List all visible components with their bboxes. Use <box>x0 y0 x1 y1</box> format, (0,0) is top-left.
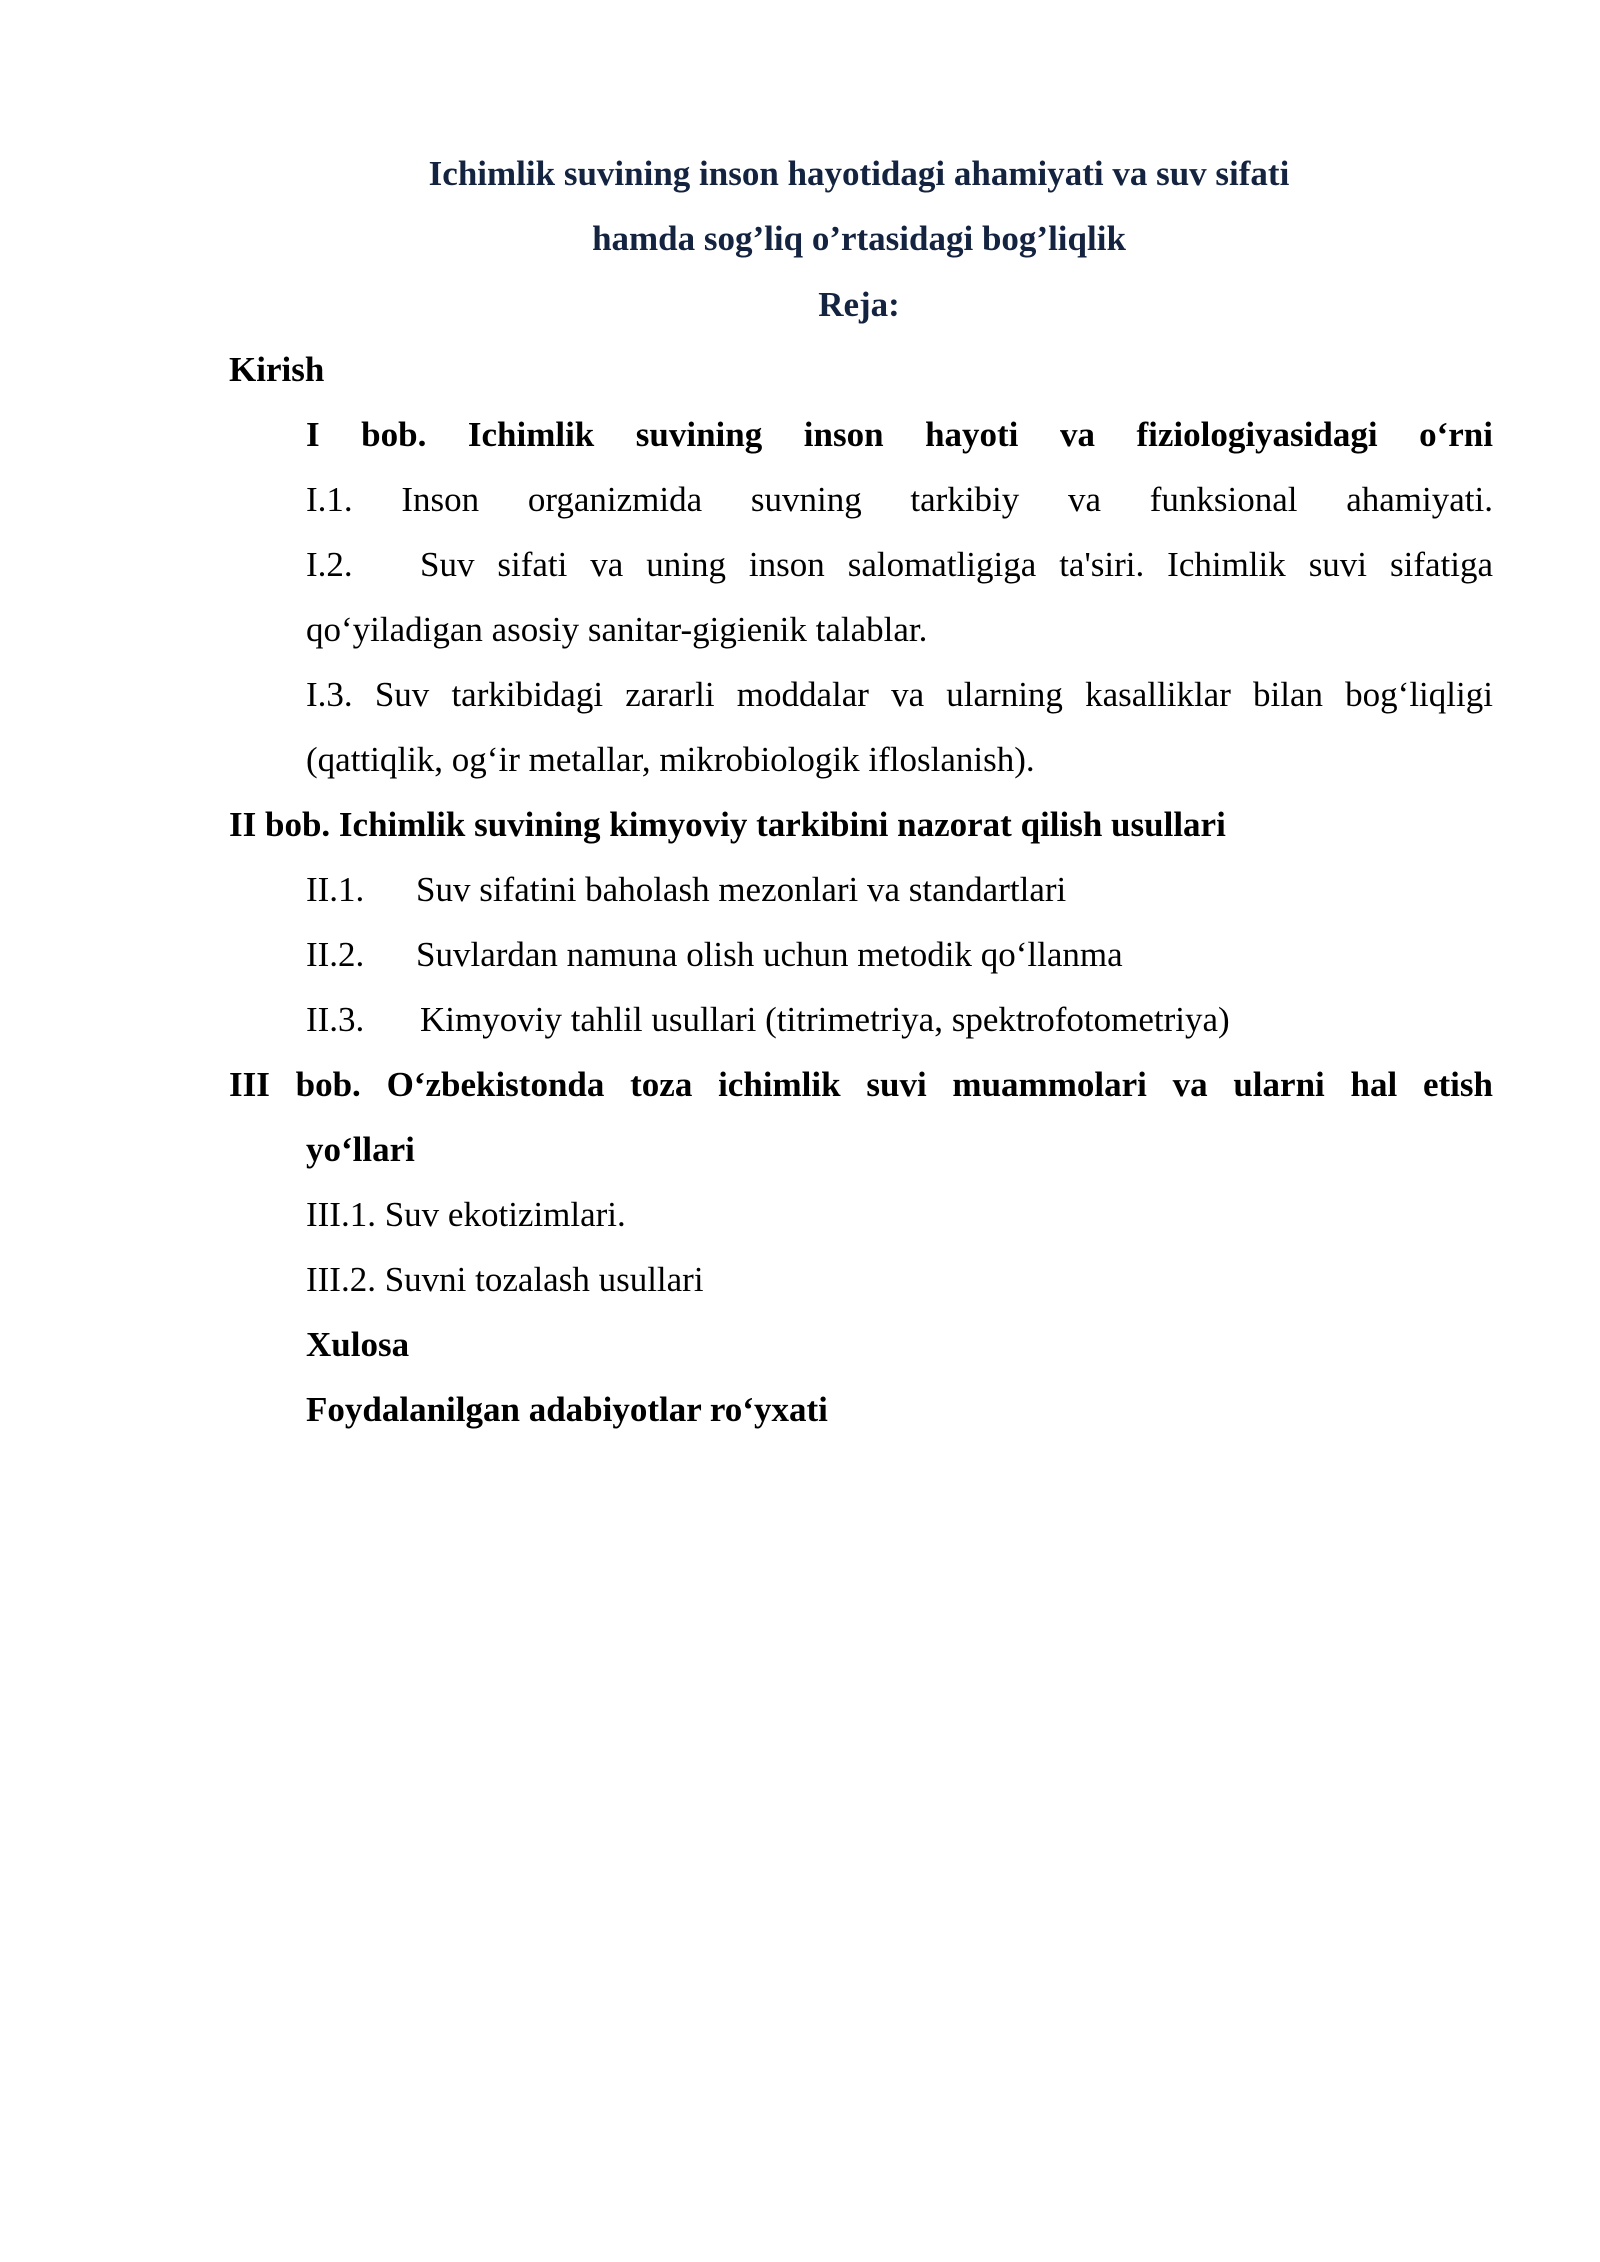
chapter-1-title <box>306 413 1493 457</box>
plan-heading: Reja: <box>818 285 900 324</box>
word: ichimlik <box>718 1065 841 1104</box>
section-2-1-text: Suv sifatini baholash mezonlari va standartlari <box>416 870 1067 909</box>
chapter-3-title-line-1 <box>229 1063 1493 1107</box>
word: Ichimlik <box>467 415 595 454</box>
word: Suv <box>374 675 430 714</box>
word: tarkibidagi <box>451 675 604 714</box>
word: bob. <box>361 415 427 454</box>
word: ahamiyati. <box>1346 480 1493 519</box>
word: suvining <box>635 415 763 454</box>
word: Ichimlik <box>1167 545 1286 584</box>
word: va <box>1059 415 1095 454</box>
word: Suv <box>420 545 475 584</box>
chapter-2-title: II bob. Ichimlik suvining kimyoviy tarkibini nazorat qilish usullari <box>229 805 1226 844</box>
section-2-2-text: Suvlardan namuna olish uchun metodik qo‘llanma <box>416 935 1123 974</box>
section-2-3-text: Kimyoviy tahlil usullari (titrimetriya, spektrofotometriya) <box>420 1000 1230 1039</box>
section-3-1: III.1. Suv ekotizimlari. <box>306 1195 626 1234</box>
word: ularning <box>946 675 1063 714</box>
word: suvi <box>866 1065 927 1104</box>
word: salomatligiga <box>847 545 1037 584</box>
word: uning <box>646 545 726 584</box>
section-2-3-number: II.3. <box>306 1000 365 1039</box>
section-1-1 <box>306 478 1493 522</box>
word: I.1. <box>306 480 353 519</box>
word: va <box>590 545 624 584</box>
references-heading: Foydalanilgan adabiyotlar ro‘yxati <box>306 1390 828 1429</box>
section-2-1-number: II.1. <box>306 870 365 909</box>
word: fiziologiyasidagi <box>1136 415 1378 454</box>
word: organizmida <box>527 480 703 519</box>
word: sifatiga <box>1389 545 1493 584</box>
word: suvning <box>750 480 862 519</box>
word: O‘zbekistonda <box>386 1065 605 1104</box>
word: va <box>1172 1065 1208 1104</box>
section-1-2-number: I.2. <box>306 545 353 584</box>
section-1-3-line-2: (qattiqlik, og‘ir metallar, mikrobiologik ifloslanish). <box>306 740 1035 779</box>
word: muammolari <box>952 1065 1147 1104</box>
section-1-2-line-1 <box>420 543 1493 587</box>
word: Inson <box>401 480 480 519</box>
word: suvi <box>1308 545 1368 584</box>
word: etish <box>1422 1065 1493 1104</box>
word: kasalliklar <box>1085 675 1231 714</box>
section-1-2-line-2: qo‘yiladigan asosiy sanitar-gigienik talablar. <box>306 610 928 649</box>
word: toza <box>630 1065 693 1104</box>
word: III <box>229 1065 270 1104</box>
word: hal <box>1350 1065 1398 1104</box>
document-title-line-2: hamda sog’liq o’rtasidagi bog’liqlik <box>592 219 1126 258</box>
word: ularni <box>1233 1065 1325 1104</box>
word: hayoti <box>925 415 1019 454</box>
section-2-2-number: II.2. <box>306 935 365 974</box>
word: tarkibiy <box>910 480 1020 519</box>
intro-heading: Kirish <box>229 350 325 389</box>
word: o‘rni <box>1419 415 1493 454</box>
word: I.3. <box>306 675 353 714</box>
word: bog‘liqligi <box>1345 675 1493 714</box>
word: I <box>306 415 320 454</box>
word: funksional <box>1149 480 1298 519</box>
word: moddalar <box>736 675 869 714</box>
chapter-3-title-line-2: yo‘llari <box>306 1130 415 1169</box>
word: va <box>891 675 925 714</box>
section-3-2: III.2. Suvni tozalash usullari <box>306 1260 704 1299</box>
word: sifati <box>497 545 568 584</box>
section-1-3-line-1 <box>306 673 1493 717</box>
word: va <box>1068 480 1102 519</box>
word: inson <box>748 545 825 584</box>
word: ta'siri. <box>1059 545 1145 584</box>
word: zararli <box>625 675 715 714</box>
word: inson <box>803 415 884 454</box>
conclusion-heading: Xulosa <box>306 1325 410 1364</box>
word: bob. <box>295 1065 361 1104</box>
word: bilan <box>1253 675 1324 714</box>
document-title-line-1: Ichimlik suvining inson hayotidagi ahamiyati va suv sifati <box>428 154 1290 193</box>
